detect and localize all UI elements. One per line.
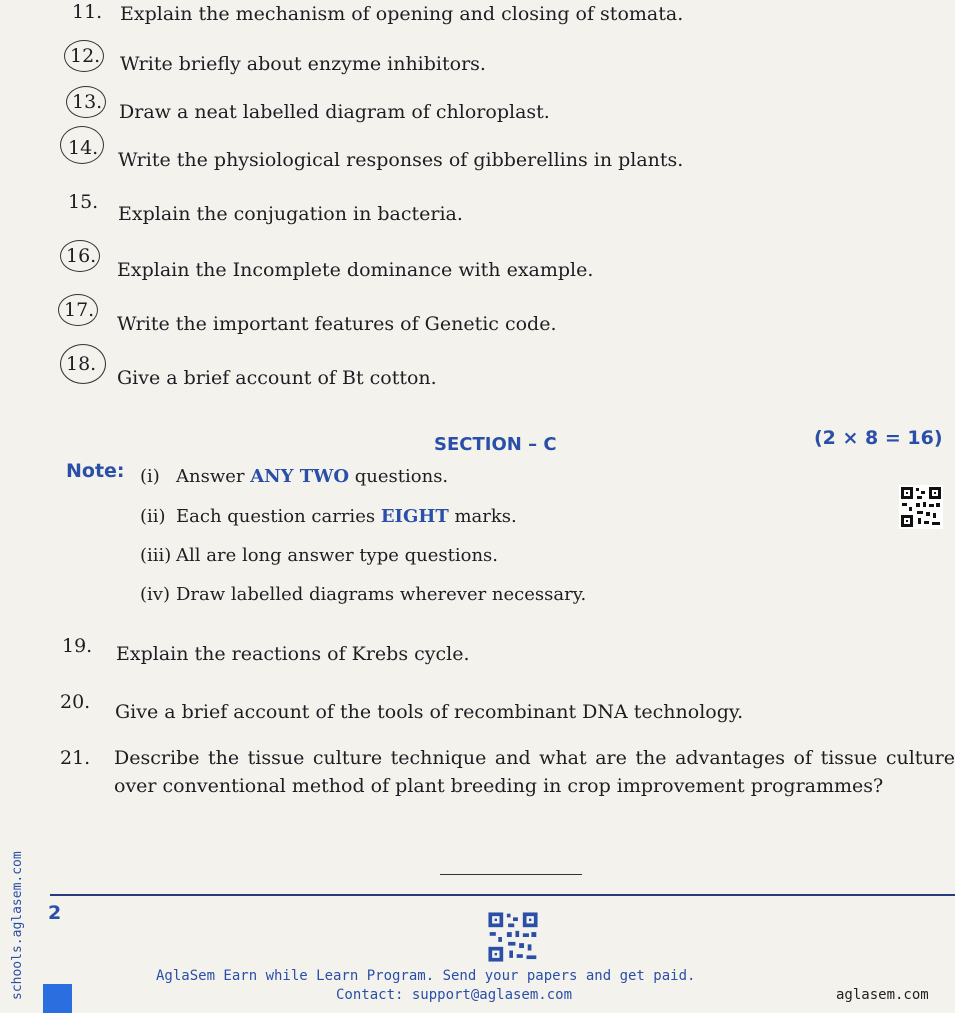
question-text: Give a brief account of the tools of recombinant DNA technology. [115, 701, 744, 723]
note-item-emphasis: EIGHT [380, 506, 449, 527]
end-divider [440, 874, 582, 875]
note-item-text: All are long answer type questions. [176, 545, 499, 566]
question-text: Explain the conjugation in bacteria. [118, 203, 463, 225]
note-item-text: Draw labelled diagrams wherever necessary. [176, 584, 587, 605]
note-item-text: Answer [176, 466, 251, 487]
question-number: 19. [62, 635, 93, 657]
question-text: Draw a neat labelled diagram of chloroplast. [119, 101, 550, 123]
footer-rule [50, 894, 955, 896]
footer-site: aglasem.com [836, 987, 929, 1003]
question-text: Write briefly about enzyme inhibitors. [120, 53, 486, 75]
footer-contact: Contact: support@aglasem.com [336, 987, 573, 1003]
question-number: 18. [66, 353, 97, 375]
note-item [140, 506, 517, 527]
qr-code-icon [899, 485, 943, 529]
page-number: 2 [48, 902, 62, 924]
note-label: Note: [66, 460, 125, 482]
note-item [140, 466, 448, 487]
footer-promo: AglaSem Earn while Learn Program. Send your papers and get paid. [156, 968, 696, 984]
note-item-text: Each question carries [176, 506, 381, 527]
note-item-text-after: marks. [448, 506, 517, 527]
question-text: Write the physiological responses of gibberellins in plants. [118, 149, 684, 171]
question-number: 16. [66, 245, 97, 267]
question-number: 11. [72, 1, 103, 23]
note-item [140, 545, 498, 566]
question-text: Explain the reactions of Krebs cycle. [116, 643, 470, 665]
question-number: 13. [72, 91, 103, 113]
question-number: 15. [68, 191, 99, 213]
note-item-number: (iv) [140, 584, 170, 605]
question-text: Explain the Incomplete dominance with example. [117, 259, 594, 281]
question-number: 21. [60, 747, 91, 769]
section-title: SECTION – C [434, 434, 557, 455]
note-item-number: (i) [140, 466, 160, 487]
qr-code-icon [486, 910, 540, 964]
note-item-number: (ii) [140, 506, 166, 527]
section-marks: (2 × 8 = 16) [814, 427, 943, 449]
question-text: Describe the tissue culture technique and what are the advantages of tissue culture over conventional method of plant breeding in crop improvement programmes? [114, 747, 955, 797]
question-text: Explain the mechanism of opening and closing of stomata. [120, 3, 684, 25]
question-text: Give a brief account of Bt cotton. [117, 367, 437, 389]
question-number: 20. [60, 691, 91, 713]
question-number: 12. [70, 45, 101, 67]
note-item-number: (iii) [140, 545, 172, 566]
side-watermark-text: schools.aglasem.com [10, 851, 25, 1000]
note-item [140, 584, 586, 605]
question-number: 17. [64, 299, 95, 321]
note-item-text-after: questions. [349, 466, 449, 487]
note-item-emphasis: ANY TWO [250, 466, 350, 487]
blue-square-mark [43, 984, 72, 1013]
question-text: Write the important features of Genetic code. [117, 313, 557, 335]
question-21 [60, 744, 955, 800]
question-number: 14. [68, 137, 99, 159]
